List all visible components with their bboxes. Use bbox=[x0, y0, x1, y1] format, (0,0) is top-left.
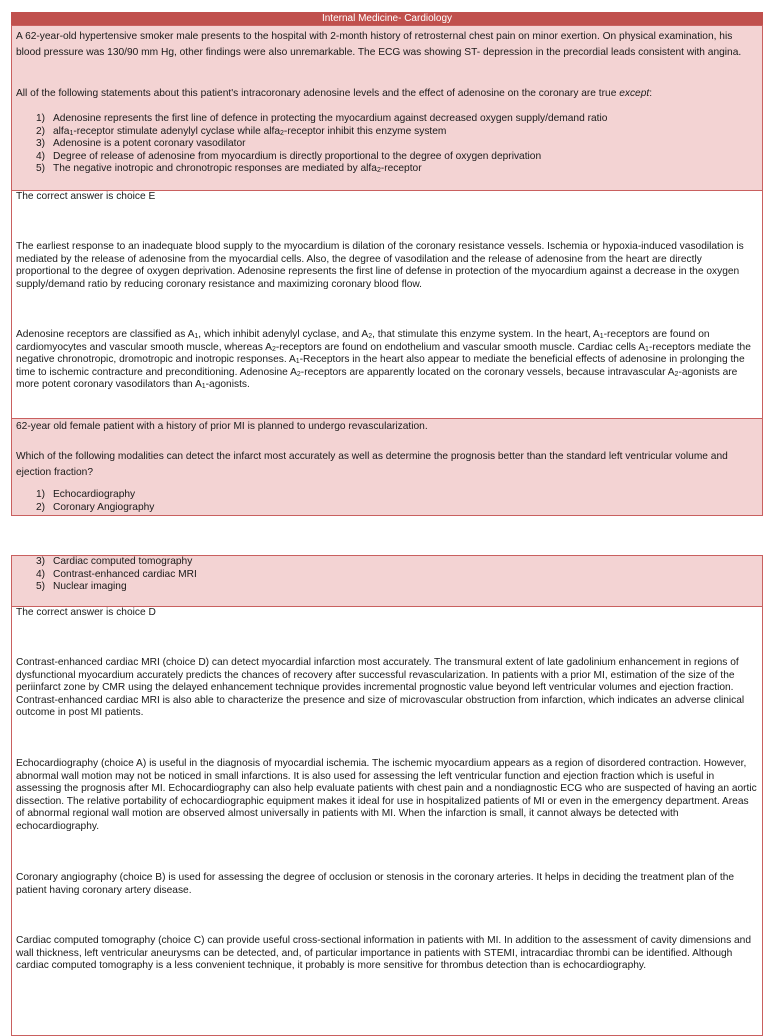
option-5: 5) The negative inotropic and chronotropic responses are mediated by alfa$_2$-receptor bbox=[36, 163, 422, 175]
question-1-prompt: All of the following statements about this patient's intracoronary adenosine levels and the effect of adenosine on the coronary are true except: bbox=[16, 88, 653, 99]
option-4: 4) Contrast-enhanced cardiac MRI bbox=[36, 568, 197, 580]
option-5: 5) Nuclear imaging bbox=[36, 581, 127, 593]
answer-2-paragraph-1: Contrast-enhanced cardiac MRI (choice D) can detect myocardial infarction most accurately. The transmural extent of late gadolinium enhancement in regions of dysfunctional myocardium accurately predicts the chances of recovery after successful revascularization. In patients with a prior MI, estimation of the size of the periinfarct zone by CMR using the delayed enhancement technique provides incremental prognostic value beyond left ventricular volumes and ejection fraction. Contrast-enhanced cardiac MRI is also able to characterize the presence and size of microvascular obstruction from infarction, which indicates an adverse clinical outcome in post MI patients. bbox=[16, 657, 745, 718]
option-1: 1) Adenosine represents the first line of defence in protecting the myocardium against decreased oxygen supply/demand ratio bbox=[36, 113, 608, 124]
answer-2-paragraph-3: Coronary angiography (choice B) is used for assessing the degree of occlusion or stenosis in the coronary arteries. It helps in deciding the treatment plan of the patient having coronary artery disease. bbox=[16, 872, 735, 896]
option-3: 3) Adenosine is a potent coronary vasodilator bbox=[36, 138, 246, 150]
question-2-prompt: Which of the following modalities can detect the infarct most accurately as well as determine the prognosis better than the standard left ventricular volume and ejection fraction? bbox=[16, 451, 728, 478]
option-3: 3) Cardiac computed tomography bbox=[36, 556, 193, 567]
except-word: except bbox=[619, 88, 650, 99]
answer-1-paragraph-1: The earliest response to an inadequate blood supply to the myocardium is dilation of the coronary resistance vessels. Ischemia or hypoxia-induced vasodilation is mediated by the release of adenosine from the myocardial cells. Also, the degree of vasodilation and the release of adenosine from the heart are directly proportional to the degree of oxygen deprivation. Adenosine represents the first line of defense in protection of the myocardium against a decrease in the oxygen supply/demand ratio by reducing coronary resistance and maximizing coronary blood flow. bbox=[16, 241, 744, 290]
option-4: 4) Degree of release of adenosine from myocardium is directly proportional to the degree of oxygen deprivation bbox=[36, 150, 542, 162]
answer-2-paragraph-2: Echocardiography (choice A) is useful in the diagnosis of myocardial ischemia. The ischemic myocardium appears as a region of disordered contraction. However, abnormal wall motion may not be noticed in small infarctions. It is also used for assessing the left ventricular function and ejection fraction which is useful in assessing the prognosis after MI. Echocardiography can also help evaluate patients with chest pain and a nondiagnostic ECG who are suspected of having an aortic dissection. The relative portability of echocardiographic equipment makes it ideal for use in hospitalized patients of MI or even in the emergency department. Areas of abnormal regional wall motion are observed almost universally in patients with MI. When the infarction is small, it cannot always be detected with echocardiography. bbox=[16, 758, 757, 832]
section-header: Internal Medicine- Cardiology bbox=[11, 12, 763, 25]
question-1-options bbox=[16, 113, 758, 176]
question-2-stem: 62-year old female patient with a history of prior MI is planned to undergo revascularization. bbox=[16, 421, 428, 432]
answer-2-paragraph-4: Cardiac computed tomography (choice C) can provide useful cross-sectional information in patients with MI. In addition to the assessment of cavity dimensions and wall thickness, left ventricular aneurysms can be detected, and, of particular importance in patients with STEMI, intracardiac thrombi can be identified. Although cardiac computed tomography is a less convenient technique, it probably is more sensitive for thrombus detection than is echocardiography. bbox=[16, 935, 751, 971]
question-2-options-a bbox=[16, 489, 758, 514]
answer-2-correct: The correct answer is choice D bbox=[16, 607, 156, 618]
option-2: 2) alfa$_1$-receptor stimulate adenylyl cyclase while alfa$_2$-receptor inhibit this enzyme system bbox=[36, 125, 447, 137]
answer-1-correct: The correct answer is choice E bbox=[16, 191, 156, 202]
answer-1-paragraph-2: Adenosine receptors are classified as $A_1$, which inhibit adenylyl cyclase, and $A_2$, that stimulate this enzyme system. In the heart, $A_1$-receptors are found on cardiomyocytes and vascular smooth muscle, whereas $A_2$-receptors are found on endothelium and vascular smooth muscle. Cardiac cells $A_1$-receptors mediate the negative chronotropic, dromotropic and inotropic responses. $A_1$-Receptors in the heart also appear to mediate the beneficial effects of adenosine in prolonging the time to ischemic contracture and preconditioning. Adenosine $A_2$-receptors are apparently located on the coronary vessels, because intravascular $A_2$-agonists are more potent coronary vasodilators than $A_1$-agonists. bbox=[16, 329, 751, 390]
question-1-stem: A 62-year-old hypertensive smoker male presents to the hospital with 2-month history of retrosternal chest pain on minor exertion. On physical examination, his blood pressure was 130/90 mm Hg, other findings were also unremarkable. The ECG was showing ST- depression in the precordial leads consistent with angina. bbox=[16, 31, 742, 58]
question-2-options-b bbox=[16, 556, 758, 594]
option-2: 2) Coronary Angiography bbox=[36, 501, 155, 513]
option-1: 1) Echocardiography bbox=[36, 489, 136, 500]
